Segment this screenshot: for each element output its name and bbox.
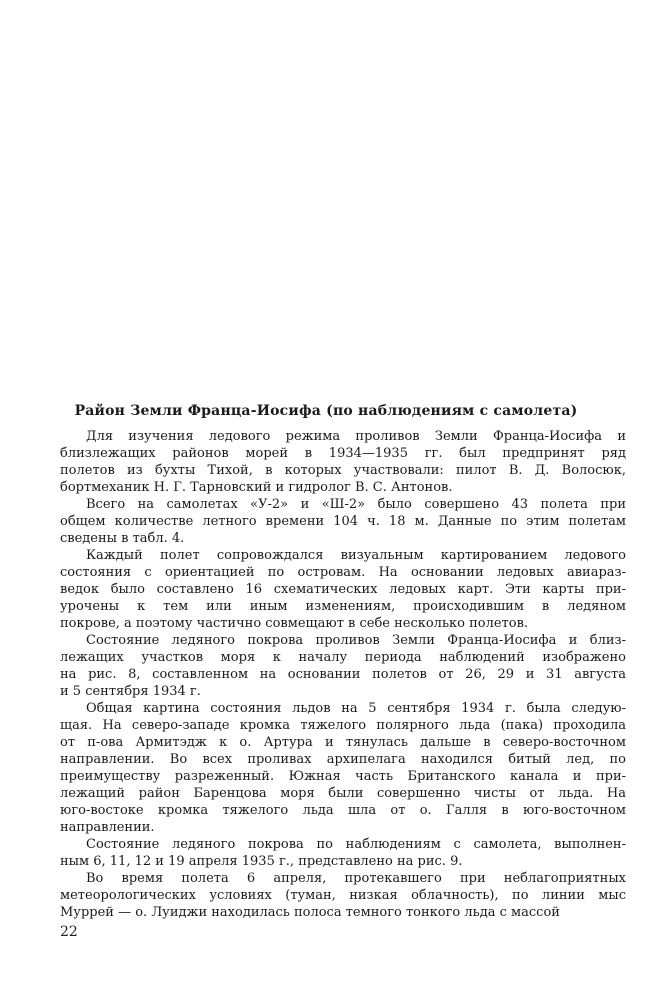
page-number: 22 xyxy=(60,924,78,940)
text-line: метеорологических условиях (туман, низкая облачность), по линии мыс xyxy=(60,888,626,903)
text-line: общем количестве летного времени 104 ч. 18 м. Данные по этим полетам xyxy=(60,514,626,529)
text-line: близлежащих районов морей в 1934—1935 гг. был предпринят ряд xyxy=(60,446,626,461)
text-line: урочены к тем или иным изменениям, происходившим в ледяном xyxy=(60,599,626,614)
text-line: Состояние ледяного покрова по наблюдениям с самолета, выполнен- xyxy=(86,837,626,852)
text-line: полетов из бухты Тихой, в которых участвовали: пилот В. Д. Волосюк, xyxy=(60,463,626,478)
body-text xyxy=(60,428,626,921)
paragraph xyxy=(60,428,626,496)
paragraph xyxy=(60,547,626,632)
text-line: щая. На северо-западе кромка тяжелого полярного льда (пака) проходила xyxy=(60,718,626,733)
text-line: Всего на самолетах «У-2» и «Ш-2» было совершено 43 полета при xyxy=(86,497,626,512)
text-line: на рис. 8, составленном на основании полетов от 26, 29 и 31 августа xyxy=(60,667,626,682)
text-line: покрове, а поэтому частично совмещают в себе несколько полетов. xyxy=(60,616,529,631)
text-line: ным 6, 11, 12 и 19 апреля 1935 г., представлено на рис. 9. xyxy=(60,854,463,869)
paragraph xyxy=(60,870,626,921)
text-line: от п-ова Армитэдж к о. Артура и тянулась дальше в северо-восточном xyxy=(60,735,626,750)
text-line: Для изучения ледового режима проливов Земли Франца-Иосифа и xyxy=(86,429,626,444)
text-line: направлении. xyxy=(60,820,155,835)
text-line: Муррей — о. Луиджи находилась полоса темного тонкого льда с массой xyxy=(60,905,560,920)
text-line: Состояние ледяного покрова проливов Земли Франца-Иосифа и близ- xyxy=(86,633,626,648)
text-line: лежащий район Баренцова моря были совершенно чисты от льда. На xyxy=(60,786,626,801)
paragraph xyxy=(60,496,626,547)
paragraph xyxy=(60,836,626,870)
text-line: бортмеханик Н. Г. Тарновский и гидролог В. С. Антонов. xyxy=(60,480,453,495)
paragraph xyxy=(60,700,626,836)
text-line: Каждый полет сопровождался визуальным картированием ледового xyxy=(86,548,626,563)
text-line: сведены в табл. 4. xyxy=(60,531,185,546)
text-line: и 5 сентября 1934 г. xyxy=(60,684,201,699)
text-line: состояния с ориентацией по островам. На основании ледовых авиараз- xyxy=(60,565,626,580)
text-line: направлении. Во всех проливах архипелага находился битый лед, по xyxy=(60,752,626,767)
text-line: преимуществу разреженный. Южная часть Британского канала и при- xyxy=(60,769,626,784)
text-line: лежащих участков моря к началу периода наблюдений изображено xyxy=(60,650,626,665)
text-line: Во время полета 6 апреля, протекавшего при неблагоприятных xyxy=(86,871,626,886)
text-line: юго-востоке кромка тяжелого льда шла от о. Галля в юго-восточном xyxy=(60,803,626,818)
text-line: ведок было составлено 16 схематических ледовых карт. Эти карты при- xyxy=(60,582,626,597)
text-line: Общая картина состояния льдов на 5 сентября 1934 г. была следую- xyxy=(86,701,626,716)
paragraph xyxy=(60,632,626,700)
section-heading: Район Земли Франца-Иосифа (по наблюдениям с самолета) xyxy=(74,403,578,419)
